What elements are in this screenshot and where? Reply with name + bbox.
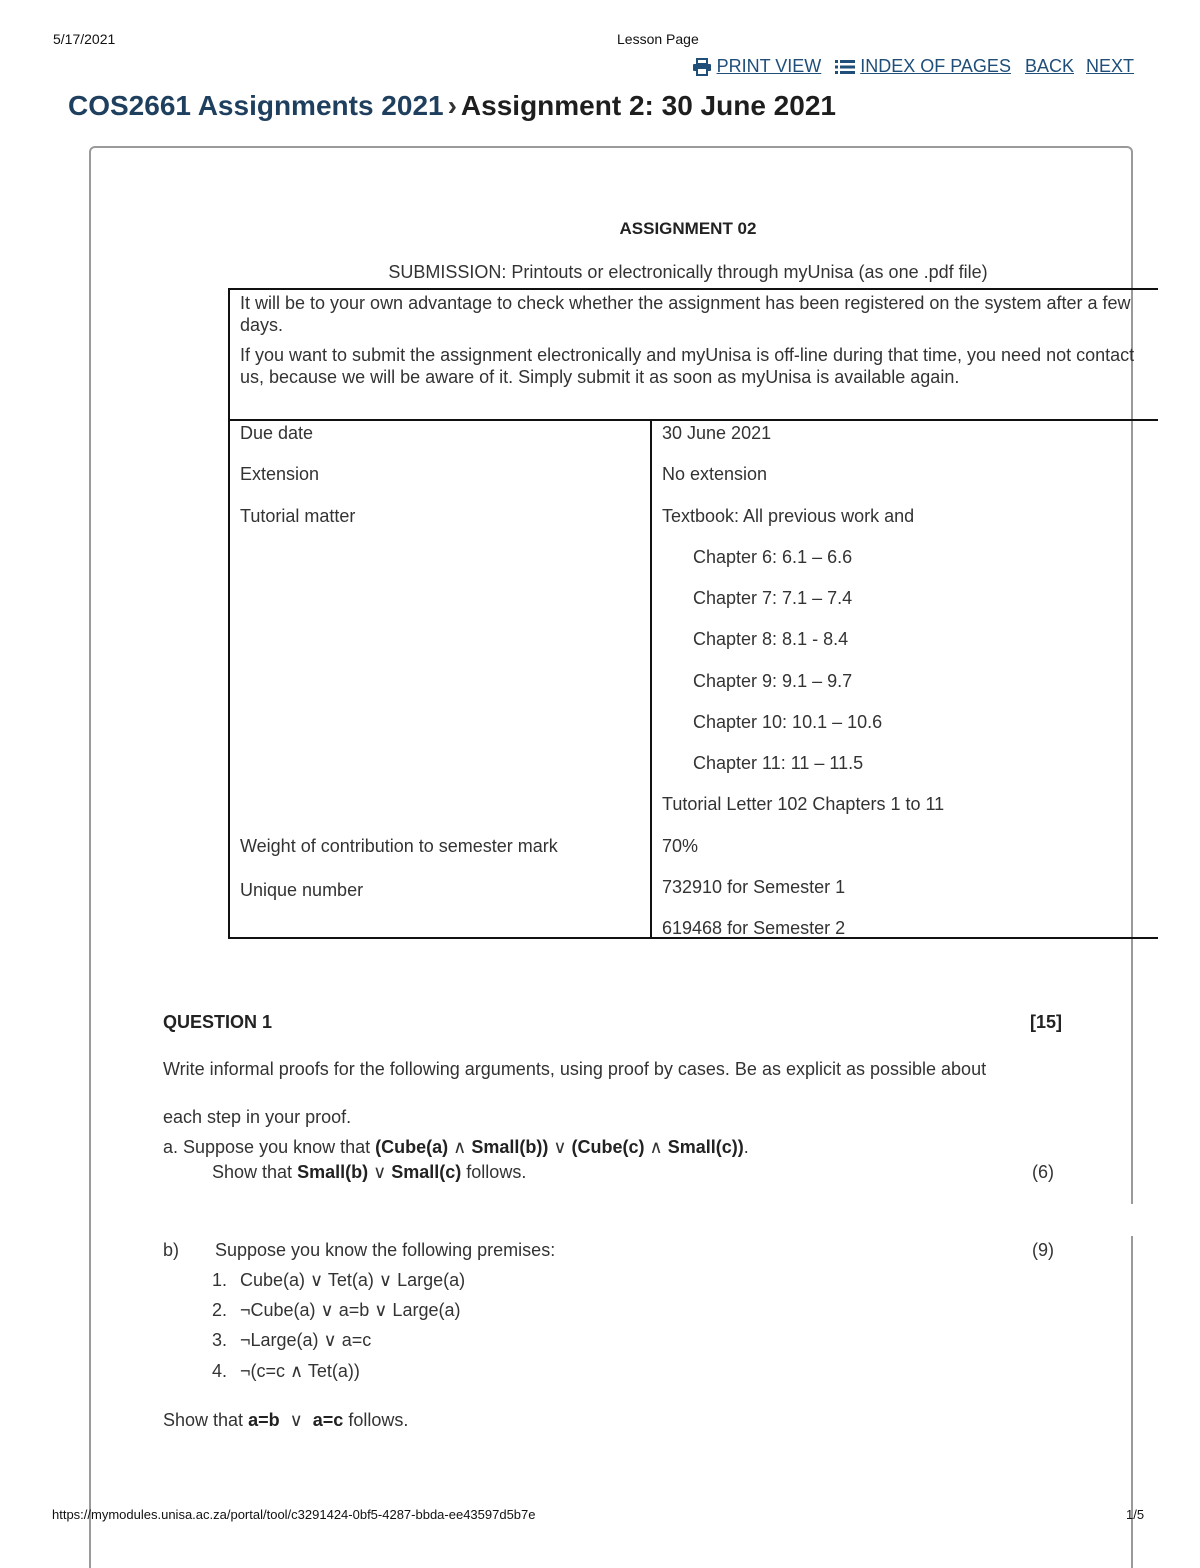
assignment-info-table xyxy=(228,419,1158,939)
and-operator: ∧ xyxy=(448,1137,472,1157)
print-view-link[interactable] xyxy=(692,56,822,77)
next-link[interactable]: NEXT xyxy=(1085,56,1134,76)
formula-term: a=b xyxy=(248,1410,280,1430)
breadcrumb-parent-link[interactable]: COS2661 Assignments 2021 xyxy=(68,90,444,121)
question-intro: Write informal proofs for the following arguments, using proof by cases. Be as explicit as possible about xyxy=(163,1059,987,1079)
part-a-premise xyxy=(163,1137,749,1158)
top-navigation xyxy=(692,56,1134,77)
weight-value: 70% xyxy=(662,836,699,856)
premise-item: ¬Cube(a) ∨ a=b ∨ Large(a) xyxy=(240,1300,461,1320)
sentence-end: . xyxy=(743,1137,749,1157)
or-operator: ∨ xyxy=(368,1162,392,1182)
tutorial-matter-label: Tutorial matter xyxy=(240,506,356,526)
formula-term: (Cube(c) xyxy=(571,1137,645,1157)
chapter-item: Chapter 9: 9.1 – 9.7 xyxy=(693,671,853,691)
extension-label: Extension xyxy=(240,464,320,484)
unique-number-label: Unique number xyxy=(240,880,364,900)
formula-term: Small(b)) xyxy=(471,1137,549,1157)
and-operator: ∧ xyxy=(644,1137,668,1157)
part-a-goal xyxy=(212,1162,526,1183)
premise-item: ¬Large(a) ∨ a=c xyxy=(240,1330,372,1350)
premise-number: 1. xyxy=(212,1270,228,1290)
show-that-suffix: follows. xyxy=(461,1162,527,1182)
question-intro-continued: each step in your proof. xyxy=(163,1107,352,1127)
notice-paragraph: If you want to submit the assignment electronically and myUnisa is off-line during that time, you need not contact us, because we will be aware of it. Simply submit it as soon as myUnisa is available again. xyxy=(240,345,1135,387)
notice-box xyxy=(228,288,1158,420)
or-operator: ∨ xyxy=(279,1410,313,1430)
print-page-title: Lesson Page xyxy=(617,31,699,47)
footer-url: https://mymodules.unisa.ac.za/portal/tool/c3291424-0bf5-4287-bbda-ee43597d5b7e xyxy=(52,1507,536,1522)
tutorial-letter: Tutorial Letter 102 Chapters 1 to 11 xyxy=(662,794,945,814)
due-date-label: Due date xyxy=(240,423,314,443)
chevron-right-icon: › xyxy=(447,90,457,121)
weight-label: Weight of contribution to semester mark xyxy=(240,836,558,856)
index-of-pages-link[interactable] xyxy=(835,56,1011,77)
footer-page-number: 1/5 xyxy=(1126,1507,1145,1522)
formula-term: Small(c)) xyxy=(667,1137,744,1157)
show-that-suffix: follows. xyxy=(343,1410,409,1430)
premise-number: 3. xyxy=(212,1330,228,1350)
unique-number-sem1: 732910 for Semester 1 xyxy=(662,877,846,897)
submission-info: SUBMISSION: Printouts or electronically through myUnisa (as one .pdf file) xyxy=(388,262,988,282)
chapter-item: Chapter 11: 11 – 11.5 xyxy=(693,753,864,773)
extension-value: No extension xyxy=(662,464,768,484)
formula-term: a=c xyxy=(312,1410,344,1430)
question-title: QUESTION 1 xyxy=(163,1012,273,1032)
breadcrumb xyxy=(68,90,836,122)
premise-number: 4. xyxy=(212,1361,228,1381)
printer-icon xyxy=(692,58,712,76)
frame-border-gap xyxy=(1125,1204,1137,1236)
part-b-goal xyxy=(163,1410,408,1431)
chapter-item: Chapter 10: 10.1 – 10.6 xyxy=(693,712,883,732)
part-a-prefix: a. Suppose you know that xyxy=(163,1137,376,1157)
notice-paragraph: It will be to your own advantage to check whether the assignment has been registered on the system after a few days. xyxy=(240,293,1131,335)
chapter-item: Chapter 6: 6.1 – 6.6 xyxy=(693,547,853,567)
formula-term: Small(c) xyxy=(391,1162,462,1182)
page-title: Assignment 2: 30 June 2021 xyxy=(460,90,836,121)
tutorial-intro: Textbook: All previous work and xyxy=(662,506,915,526)
list-icon xyxy=(835,59,855,75)
part-b-label: b) xyxy=(163,1240,180,1260)
question-total-marks: [15] xyxy=(1030,1012,1063,1032)
formula-term: Small(b) xyxy=(297,1162,369,1182)
unique-number-sem2: 619468 for Semester 2 xyxy=(662,918,846,938)
part-b-marks: (9) xyxy=(1032,1240,1054,1260)
print-view-label: PRINT VIEW xyxy=(716,56,822,76)
premise-number: 2. xyxy=(212,1300,228,1320)
assignment-title: ASSIGNMENT 02 xyxy=(619,219,757,238)
chapter-item: Chapter 7: 7.1 – 7.4 xyxy=(693,588,853,608)
index-of-pages-label: INDEX OF PAGES xyxy=(860,56,1011,76)
or-operator: ∨ xyxy=(548,1137,572,1157)
table-column-divider xyxy=(650,421,652,937)
show-that-prefix: Show that xyxy=(163,1410,249,1430)
due-date-value: 30 June 2021 xyxy=(662,423,772,443)
premise-item: Cube(a) ∨ Tet(a) ∨ Large(a) xyxy=(240,1270,466,1290)
part-b-intro: Suppose you know the following premises: xyxy=(215,1240,556,1260)
premise-item: ¬(c=c ∧ Tet(a)) xyxy=(240,1361,360,1381)
back-link[interactable]: BACK xyxy=(1024,56,1074,76)
print-date: 5/17/2021 xyxy=(53,31,116,47)
show-that-prefix: Show that xyxy=(212,1162,298,1182)
part-a-marks: (6) xyxy=(1032,1162,1054,1182)
formula-term: (Cube(a) xyxy=(375,1137,449,1157)
chapter-item: Chapter 8: 8.1 - 8.4 xyxy=(693,629,849,649)
